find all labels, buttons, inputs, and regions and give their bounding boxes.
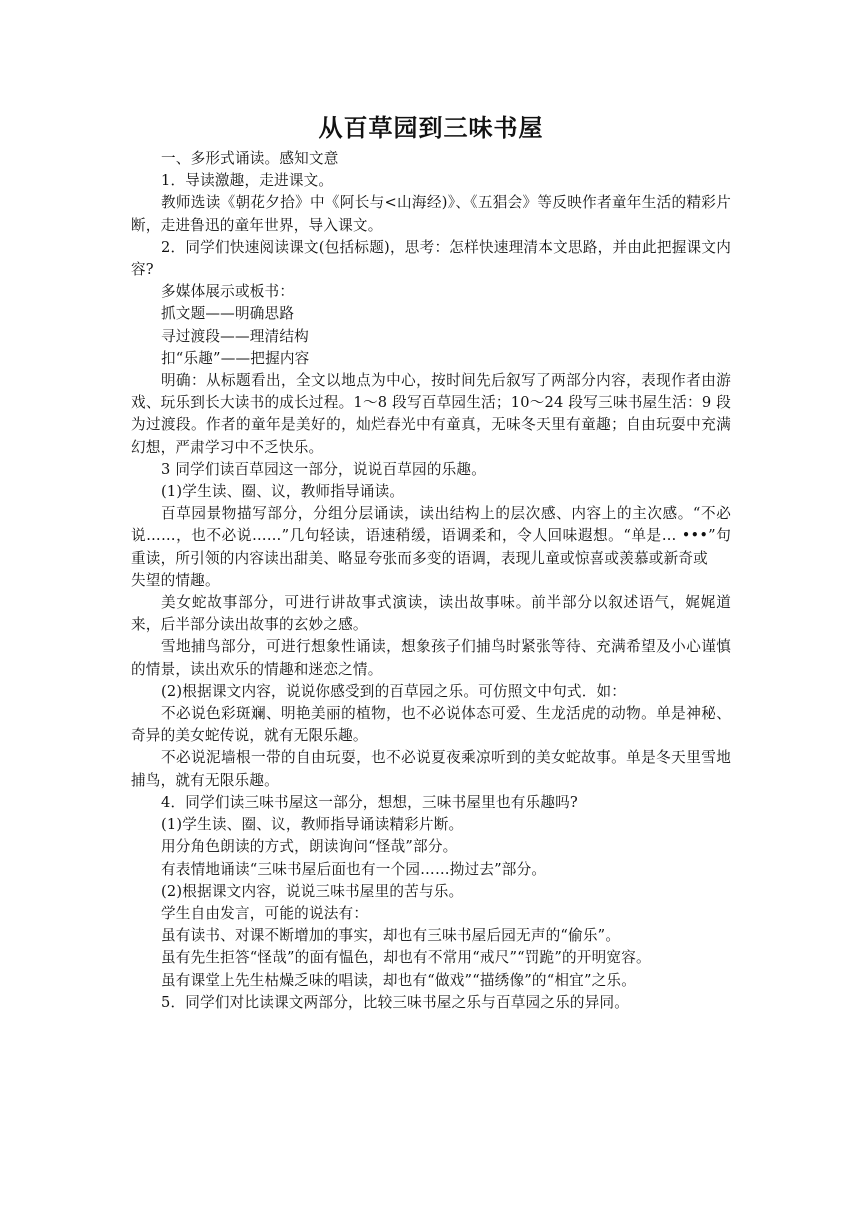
paragraph: 4．同学们读三味书屋这一部分，想想，三味书屋里也有乐趣吗? bbox=[161, 793, 578, 811]
paragraph: 3 同学们读百草园这一部分，说说百草园的乐趣。 bbox=[161, 460, 486, 478]
paragraph: 用分角色朗读的方式，朗读询问“怪哉”部分。 bbox=[161, 838, 458, 856]
paragraph: 不必说泥墙根一带的自由玩耍，也不必说夏夜乘凉听到的美女蛇故事。单是冬天里雪地捕鸟，就有无限乐趣。 bbox=[131, 749, 731, 789]
paragraph: 教师选读《朝花夕拾》中《阿长与<山海经)》、《五猖会》等反映作者童年生活的精彩片断，走进鲁迅的童年世界，导入课文。 bbox=[131, 194, 731, 234]
paragraph: 抓文题——明确思路 bbox=[161, 305, 295, 323]
paragraph: 虽有课堂上先生枯燥乏味的唱读，却也有“做戏”“描绣像”的“相宜”之乐。 bbox=[161, 971, 636, 989]
paragraph: 虽有读书、对课不断增加的事实，却也有三味书屋后园无声的“偷乐”。 bbox=[161, 927, 621, 945]
paragraph: 5．同学们对比读课文两部分，比较三味书屋之乐与百草园之乐的异同。 bbox=[161, 993, 630, 1011]
paragraph: 美女蛇故事部分，可进行讲故事式演读，读出故事味。前半部分以叙述语气，娓娓道来，后半部分读出故事的玄妙之感。 bbox=[131, 594, 731, 634]
paragraph: 一、多形式诵读。感知文意 bbox=[161, 150, 339, 167]
paragraph: 2．同学们快速阅读课文(包括标题)，思考：怎样快速理清本文思路，并由此把握课文内容? bbox=[131, 238, 731, 279]
paragraph: 多媒体展示或板书： bbox=[161, 283, 295, 301]
paragraph: 扣“乐趣”——把握内容 bbox=[161, 349, 310, 367]
paragraph: (1)学生读、圈、议，教师指导诵读精彩片断。 bbox=[161, 816, 464, 834]
paragraph: 1．导读激趣，走进课文。 bbox=[161, 172, 334, 190]
paragraph: 百草园景物描写部分，分组分层诵读，读出结构上的层次感、内容上的主次感。“不必说……，也不必说……”几句轻读，语速稍缓，语调柔和，令人回味遐想。“单是… •••”句重读，所引领的内容读出甜美、略显夸张而多变的语调，表现儿童或惊喜或羡慕或新奇或 bbox=[131, 505, 731, 567]
paragraph: 明确：从标题看出，全文以地点为中心，按时间先后叙写了两部分内容，表现作者由游戏、玩乐到长大读书的成长过程。1～8 段写百草园生活；10～24 段写三味书屋生活：9 段为过渡段。作者的童年是美好的，灿烂春光中有童真，无味冬天里有童趣；自由玩耍中充满幻想，严肃学习中不乏快乐。 bbox=[131, 372, 731, 456]
paragraph: (2)根据课文内容，说说三味书屋里的苦与乐。 bbox=[161, 882, 464, 900]
paragraph: 虽有先生拒答“怪哉”的面有愠色，却也有不常用“戒尺”“罚跪”的开明宽容。 bbox=[161, 949, 651, 967]
paragraph: 寻过渡段——理清结构 bbox=[161, 327, 309, 345]
paragraph: 不必说色彩斑斓、明艳美丽的植物，也不必说体态可爱、生龙活虎的动物。单是神秘、奇异的美女蛇传说，就有无限乐趣。 bbox=[131, 705, 731, 745]
paragraph: 有表情地诵读“三味书屋后面也有一个园……拗过去”部分。 bbox=[161, 860, 547, 878]
paragraph: 学生自由发言，可能的说法有： bbox=[161, 904, 369, 922]
paragraph: 失望的情趣。 bbox=[131, 571, 220, 589]
document-page bbox=[131, 108, 731, 1014]
paragraph: (1)学生读、圈、议，教师指导诵读。 bbox=[161, 483, 405, 501]
paragraph: 雪地捕鸟部分，可进行想象性诵读，想象孩子们捕鸟时紧张等待、充满希望及小心谨慎的情景，读出欢乐的情趣和迷恋之情。 bbox=[131, 638, 731, 678]
paragraph: (2)根据课文内容，说说你感受到的百草园之乐。可仿照文中句式．如： bbox=[161, 682, 627, 700]
document-title: 从百草园到三味书屋 bbox=[318, 113, 544, 142]
document-body bbox=[131, 148, 731, 1014]
